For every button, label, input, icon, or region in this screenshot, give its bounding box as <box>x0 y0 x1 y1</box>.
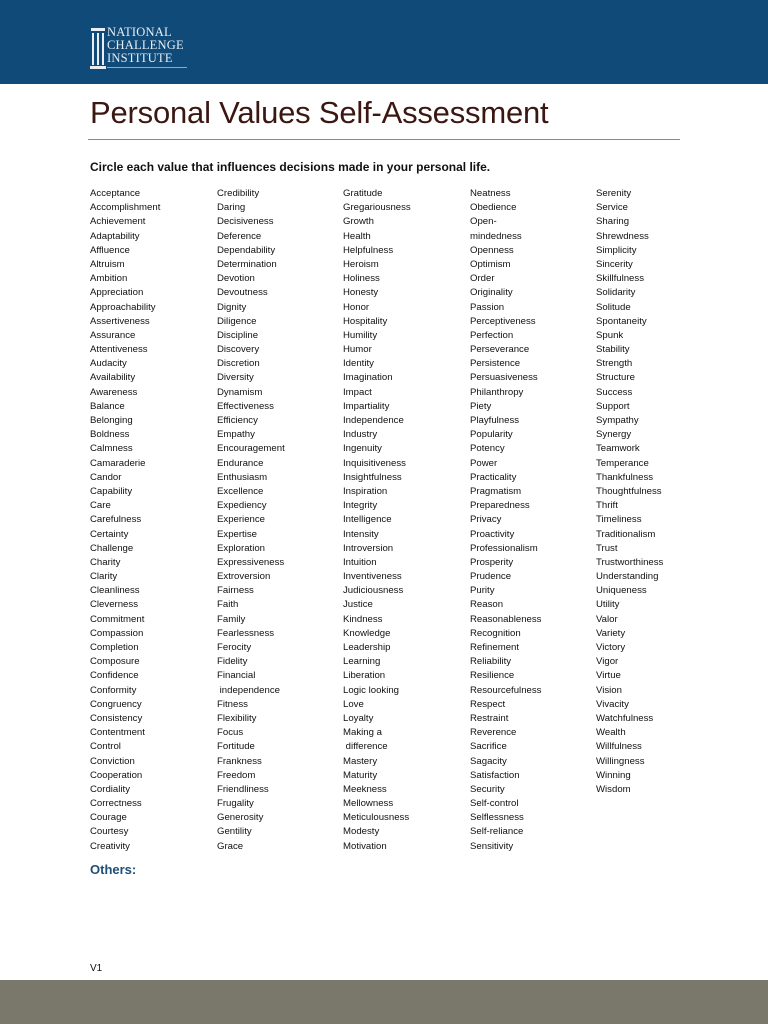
value-item: Devotion <box>217 273 255 285</box>
value-item: Virtue <box>596 670 621 682</box>
value-item: Originality <box>470 287 513 299</box>
value-item: Decisiveness <box>217 216 274 228</box>
value-item: Passion <box>470 301 505 313</box>
value-item: Practicality <box>470 471 517 483</box>
value-item: Learning <box>343 656 381 668</box>
value-item: Exploration <box>217 542 265 554</box>
value-item: Loyalty <box>343 712 374 724</box>
value-item: Justice <box>343 599 373 611</box>
value-item: Balance <box>90 400 125 412</box>
value-item: Variety <box>596 627 626 639</box>
value-item: Traditionalism <box>596 528 656 540</box>
value-item: Commitment <box>90 613 145 625</box>
value-item: Creativity <box>90 840 130 852</box>
logo-line-challenge: CHALLENGE <box>107 38 184 52</box>
value-item: mindedness <box>470 230 522 242</box>
value-item: Health <box>343 230 371 242</box>
value-item: Wealth <box>596 727 626 739</box>
value-item: Temperance <box>596 457 649 469</box>
value-item: Making a <box>343 727 382 739</box>
value-item: Pragmatism <box>470 485 522 497</box>
value-item: Holiness <box>343 273 380 285</box>
value-item: Frankness <box>217 755 262 767</box>
value-item: Thankfulness <box>596 471 654 483</box>
value-item: Order <box>470 273 495 285</box>
values-column-5 <box>596 187 720 797</box>
value-item: Thrift <box>596 500 618 512</box>
value-item: Gratitude <box>343 188 383 199</box>
value-item: Liberation <box>343 670 386 682</box>
value-item: Intensity <box>343 528 379 540</box>
value-item: Diversity <box>217 372 254 384</box>
value-item: Belonging <box>90 415 133 426</box>
value-item: Acceptance <box>90 188 141 199</box>
value-item: Encouragement <box>217 443 285 455</box>
value-item: Perfection <box>470 329 514 341</box>
value-item: Ingenuity <box>343 443 382 455</box>
value-item: Expertise <box>217 528 257 540</box>
value-item: Independence <box>343 415 404 426</box>
value-item: Charity <box>90 556 121 568</box>
value-item: Reliability <box>470 656 512 668</box>
value-item: Solitude <box>596 301 631 313</box>
value-item: Daring <box>217 202 246 214</box>
values-column-4 <box>470 187 594 854</box>
value-item: Expediency <box>217 500 267 512</box>
value-item: Watchfulness <box>596 712 654 724</box>
value-item: Prudence <box>470 571 512 583</box>
version-label: V1 <box>90 963 103 974</box>
value-item: Devoutness <box>217 287 268 299</box>
logo <box>90 26 190 74</box>
value-item: Intuition <box>343 556 377 568</box>
value-item: Logic looking <box>343 684 400 696</box>
value-item: Synergy <box>596 429 632 441</box>
value-item: Vision <box>596 684 622 696</box>
value-item: Reason <box>470 599 504 611</box>
value-item: Vigor <box>596 656 619 668</box>
logo-line-national: NATIONAL <box>107 25 172 39</box>
value-item: Audacity <box>90 358 127 370</box>
value-item: Leadership <box>343 642 391 653</box>
value-item: Confidence <box>90 670 139 682</box>
value-item: Motivation <box>343 840 387 852</box>
value-item: Willfulness <box>596 741 642 753</box>
value-item: Purity <box>470 585 495 597</box>
value-item: Self-reliance <box>470 826 524 838</box>
value-item: Sacrifice <box>470 741 507 753</box>
value-item: Cordiality <box>90 783 130 795</box>
value-item: Experience <box>217 514 265 526</box>
value-item: Excellence <box>217 485 264 497</box>
value-item: Philanthropy <box>470 386 524 398</box>
value-item: Introversion <box>343 542 394 554</box>
value-item: Preparedness <box>470 500 530 512</box>
value-item: Imagination <box>343 372 393 384</box>
value-item: Contentment <box>90 727 145 739</box>
value-item: Ambition <box>90 273 128 285</box>
value-item: Valor <box>596 613 618 625</box>
value-item: Friendliness <box>217 783 269 795</box>
value-item: Camaraderie <box>90 457 146 469</box>
value-item: Fortitude <box>217 741 255 753</box>
value-item: Openness <box>470 244 514 256</box>
value-item: Thoughtfulness <box>596 485 662 497</box>
value-item: Sympathy <box>596 415 639 426</box>
value-item: Security <box>470 783 505 795</box>
title-divider <box>88 139 680 140</box>
pillar-logo-icon <box>90 26 106 72</box>
value-item: Playfulness <box>470 415 520 426</box>
value-item: Resourcefulness <box>470 684 542 696</box>
value-item: Winning <box>596 769 631 781</box>
values-column-1 <box>90 187 214 854</box>
value-item: Integrity <box>343 500 378 512</box>
value-item: Perseverance <box>470 344 530 356</box>
value-item: Privacy <box>470 514 502 526</box>
value-item: Endurance <box>217 457 264 469</box>
value-item: Dynamism <box>217 386 263 398</box>
value-item: Grace <box>217 840 244 852</box>
value-item: Extroversion <box>217 571 271 583</box>
value-item: Honesty <box>343 287 379 299</box>
value-item: Completion <box>90 642 139 653</box>
value-item: Neatness <box>470 188 511 199</box>
value-item: Calmness <box>90 443 133 455</box>
value-item: Inquisitiveness <box>343 457 406 469</box>
value-item: Conviction <box>90 755 135 767</box>
value-item: Sincerity <box>596 258 633 270</box>
value-item: Discipline <box>217 329 259 341</box>
value-item: Inventiveness <box>343 571 402 583</box>
value-item: Discovery <box>217 344 260 356</box>
value-item: Determination <box>217 258 277 270</box>
value-item: Fitness <box>217 698 248 710</box>
value-item: Timeliness <box>596 514 642 526</box>
value-item: Heroism <box>343 258 379 270</box>
value-item: Generosity <box>217 812 264 824</box>
value-item: Impact <box>343 386 372 398</box>
value-item: Solidarity <box>596 287 636 299</box>
value-item: Sagacity <box>470 755 507 767</box>
value-item: Strength <box>596 358 633 370</box>
value-item: Fearlessness <box>217 627 275 639</box>
value-item: Power <box>470 457 498 469</box>
header-band <box>0 0 768 84</box>
value-item: Meekness <box>343 783 387 795</box>
value-item: Effectiveness <box>217 400 274 412</box>
value-item: Sensitivity <box>470 840 514 852</box>
value-item: Control <box>90 741 121 753</box>
value-item: Identity <box>343 358 374 370</box>
value-item: Enthusiasm <box>217 471 268 483</box>
value-item: Spunk <box>596 329 624 341</box>
value-item: Focus <box>217 727 244 739</box>
value-item: Ferocity <box>217 642 252 653</box>
value-item: Potency <box>470 443 505 455</box>
value-item: Mastery <box>343 755 378 767</box>
value-item: Efficiency <box>217 415 258 426</box>
value-item: Approachability <box>90 301 156 313</box>
value-item: Satisfaction <box>470 769 520 781</box>
value-item: Hospitality <box>343 315 388 327</box>
value-item: Self-control <box>470 798 519 810</box>
value-item: Structure <box>596 372 635 384</box>
logo-line-institute: INSTITUTE <box>107 51 173 65</box>
value-item: Mellowness <box>343 798 394 810</box>
value-item: Growth <box>343 216 374 228</box>
value-item: Impartiality <box>343 400 390 412</box>
others-label: Others: <box>90 862 137 877</box>
value-item: Recognition <box>470 627 521 639</box>
value-item: Freedom <box>217 769 256 781</box>
value-item: Skillfulness <box>596 273 644 285</box>
value-item: Knowledge <box>343 627 391 639</box>
value-item: Shrewdness <box>596 230 649 242</box>
value-item: Cleanliness <box>90 585 140 597</box>
value-item: Fairness <box>217 585 254 597</box>
value-item: Spontaneity <box>596 315 647 327</box>
value-item: Optimism <box>470 258 511 270</box>
value-item: Cooperation <box>90 769 143 781</box>
value-item: Piety <box>470 400 492 412</box>
value-item: Prosperity <box>470 556 514 568</box>
value-item: Deference <box>217 230 262 242</box>
value-item: Achievement <box>90 216 146 228</box>
value-item: Dependability <box>217 244 276 256</box>
value-item: Restraint <box>470 712 509 724</box>
value-item: Correctness <box>90 798 142 810</box>
value-item: Selflessness <box>470 812 524 824</box>
value-item: Capability <box>90 485 133 497</box>
value-item: Insightfulness <box>343 471 402 483</box>
value-item: Persuasiveness <box>470 372 538 384</box>
value-item: Humor <box>343 344 372 356</box>
value-item: Assertiveness <box>90 315 150 327</box>
value-item: Credibility <box>217 188 260 199</box>
value-item: Accomplishment <box>90 202 161 214</box>
value-item: Helpfulness <box>343 244 394 256</box>
value-item: Judiciousness <box>343 585 404 597</box>
value-item: Inspiration <box>343 485 388 497</box>
value-item: Serenity <box>596 188 632 199</box>
value-item: Adaptability <box>90 230 140 242</box>
value-item: Congruency <box>90 698 142 710</box>
value-item: Faith <box>217 599 239 611</box>
value-item: Trust <box>596 542 618 554</box>
value-item: Fidelity <box>217 656 248 668</box>
value-item: Modesty <box>343 826 380 838</box>
value-item: Gentility <box>217 826 252 838</box>
value-item: Availability <box>90 372 136 384</box>
page-title: Personal Values Self-Assessment <box>90 95 549 130</box>
value-item: Victory <box>596 642 626 653</box>
value-item: Stability <box>596 344 630 356</box>
value-item: Reasonableness <box>470 613 542 625</box>
value-item: Wisdom <box>596 783 631 795</box>
value-item: Diligence <box>217 315 257 327</box>
value-item: Attentiveness <box>90 344 148 356</box>
value-item: Success <box>596 386 633 398</box>
value-item: Perceptiveness <box>470 315 536 327</box>
value-item: independence <box>217 684 280 696</box>
value-item: Maturity <box>343 769 378 781</box>
value-item: Awareness <box>90 386 138 398</box>
value-item: Candor <box>90 471 122 483</box>
value-item: Love <box>343 698 364 710</box>
value-item: Challenge <box>90 542 134 554</box>
value-item: Sharing <box>596 216 630 228</box>
value-item: Gregariousness <box>343 202 411 214</box>
value-item: difference <box>343 741 388 753</box>
instruction-text: Circle each value that influences decisions made in your personal life. <box>90 160 491 174</box>
value-item: Obedience <box>470 202 517 214</box>
value-item: Intelligence <box>343 514 392 526</box>
value-item: Carefulness <box>90 514 142 526</box>
value-item: Conformity <box>90 684 137 696</box>
logo-text <box>107 26 184 65</box>
value-item: Courage <box>90 812 127 824</box>
value-item: Honor <box>343 301 370 313</box>
value-item: Resilience <box>470 670 515 682</box>
value-item: Affluence <box>90 244 130 256</box>
value-item: Financial <box>217 670 256 682</box>
value-item: Industry <box>343 429 378 441</box>
value-item: Cleverness <box>90 599 138 611</box>
value-item: Meticulousness <box>343 812 410 824</box>
value-item: Simplicity <box>596 244 637 256</box>
value-item: Respect <box>470 698 506 710</box>
value-item: Appreciation <box>90 287 144 299</box>
values-column-2 <box>217 187 341 854</box>
value-item: Reverence <box>470 727 517 739</box>
value-item: Proactivity <box>470 528 515 540</box>
value-item: Kindness <box>343 613 383 625</box>
logo-tagline-rule <box>107 67 187 71</box>
value-item: Clarity <box>90 571 118 583</box>
value-item: Utility <box>596 599 620 611</box>
value-item: Service <box>596 202 628 214</box>
value-item: Teamwork <box>596 443 640 455</box>
value-item: Expressiveness <box>217 556 285 568</box>
value-item: Uniqueness <box>596 585 647 597</box>
value-item: Composure <box>90 656 140 668</box>
value-item: Open- <box>470 216 497 228</box>
value-item: Certainty <box>90 528 129 540</box>
value-item: Care <box>90 500 111 512</box>
value-item: Consistency <box>90 712 143 724</box>
value-item: Assurance <box>90 329 136 341</box>
value-item: Boldness <box>90 429 130 441</box>
value-item: Support <box>596 400 630 412</box>
value-item: Family <box>217 613 246 625</box>
value-item: Trustworthiness <box>596 556 664 568</box>
value-item: Popularity <box>470 429 513 441</box>
value-item: Altruism <box>90 258 125 270</box>
value-item: Willingness <box>596 755 645 767</box>
value-item: Frugality <box>217 798 254 810</box>
value-item: Refinement <box>470 642 520 653</box>
value-item: Vivacity <box>596 698 629 710</box>
value-item: Dignity <box>217 301 247 313</box>
footer-band <box>0 980 768 1024</box>
value-item: Professionalism <box>470 542 538 554</box>
value-item: Flexibility <box>217 712 257 724</box>
value-item: Empathy <box>217 429 255 441</box>
values-column-3 <box>343 187 467 854</box>
value-item: Compassion <box>90 627 144 639</box>
value-item: Understanding <box>596 571 659 583</box>
value-item: Discretion <box>217 358 260 370</box>
value-item: Courtesy <box>90 826 129 838</box>
value-item: Persistence <box>470 358 521 370</box>
value-item: Humility <box>343 329 378 341</box>
